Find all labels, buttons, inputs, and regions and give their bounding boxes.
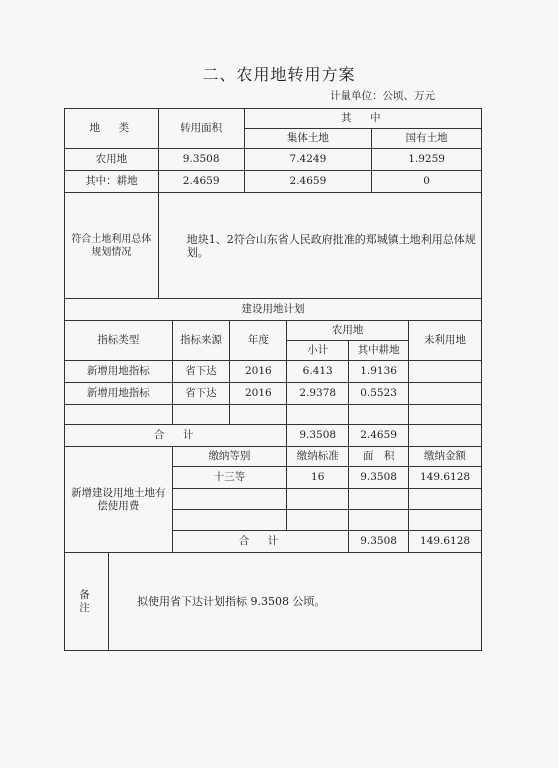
header-land-type: 地 类 [65, 109, 159, 149]
plan-text: 地块1、2符合山东省人民政府批准的郑城镇土地利用总体规划。 [158, 193, 481, 299]
plan-label: 符合土地利用总体规划情况 [65, 193, 159, 299]
cell-index-source: 省下达 [172, 383, 230, 405]
remarks-table [64, 552, 482, 651]
table-row [65, 171, 482, 193]
header-of-which-farm: 其中耕地 [349, 341, 409, 361]
total-row [65, 425, 482, 447]
table-row [65, 361, 482, 383]
header-convert-area: 转用面积 [158, 109, 244, 149]
header-state: 国有土地 [372, 129, 482, 149]
cell-type: 农用地 [65, 149, 159, 171]
cell-type: 其中：耕地 [65, 171, 159, 193]
cell-collective: 2.4659 [244, 171, 372, 193]
fee-total-amount: 149.6128 [409, 531, 482, 553]
total-subtotal: 9.3508 [287, 425, 349, 447]
land-conversion-table [64, 108, 482, 299]
total-label: 合 计 [65, 425, 287, 447]
cell-area: 2.4659 [158, 171, 244, 193]
header-index-source: 指标来源 [172, 321, 230, 361]
fee-total-label: 合 计 [172, 531, 349, 553]
header-subtotal: 小计 [287, 341, 349, 361]
unit-note: 计量单位：公顷、万元 [330, 90, 435, 102]
header-area: 面 积 [349, 447, 409, 467]
cell-standard: 16 [287, 467, 349, 489]
cell-farm: 0.5523 [349, 383, 409, 405]
cell-state: 0 [372, 171, 482, 193]
header-year: 年度 [230, 321, 287, 361]
table-row [65, 149, 482, 171]
construction-plan-table [64, 298, 482, 553]
remark-text: 拟使用省下达计划指标 9.3508 公顷。 [108, 553, 481, 651]
cell-year: 2016 [230, 361, 287, 383]
cell-unused [409, 361, 482, 383]
cell-collective: 7.4249 [244, 149, 372, 171]
fee-label: 新增建设用地土地有偿使用费 [65, 447, 173, 553]
table-row [65, 383, 482, 405]
cell-year: 2016 [230, 383, 287, 405]
cell-farm: 1.9136 [349, 361, 409, 383]
section-title: 建设用地计划 [65, 299, 482, 321]
cell-index-type: 新增用地指标 [65, 383, 173, 405]
total-farm: 2.4659 [349, 425, 409, 447]
cell-amount: 149.6128 [409, 467, 482, 489]
header-farmland: 农用地 [287, 321, 409, 341]
cell-subtotal: 6.413 [287, 361, 349, 383]
cell-state: 1.9259 [372, 149, 482, 171]
cell-unused [409, 383, 482, 405]
page-title: 二、农用地转用方案 [202, 65, 356, 84]
header-amount: 缴纳金额 [409, 447, 482, 467]
cell-grade: 十三等 [172, 467, 287, 489]
header-index-type: 指标类型 [65, 321, 173, 361]
header-grade: 缴纳等别 [172, 447, 287, 467]
cell-index-type: 新增用地指标 [65, 361, 173, 383]
header-unused: 未利用地 [409, 321, 482, 361]
header-standard: 缴纳标准 [287, 447, 349, 467]
cell-area: 9.3508 [158, 149, 244, 171]
header-collective: 集体土地 [244, 129, 372, 149]
cell-subtotal: 2.9378 [287, 383, 349, 405]
remark-label: 备 注 [65, 553, 109, 651]
table-row-empty [65, 405, 482, 425]
cell-index-source: 省下达 [172, 361, 230, 383]
header-of-which: 其 中 [244, 109, 481, 129]
fee-total-area: 9.3508 [349, 531, 409, 553]
cell-fee-area: 9.3508 [349, 467, 409, 489]
